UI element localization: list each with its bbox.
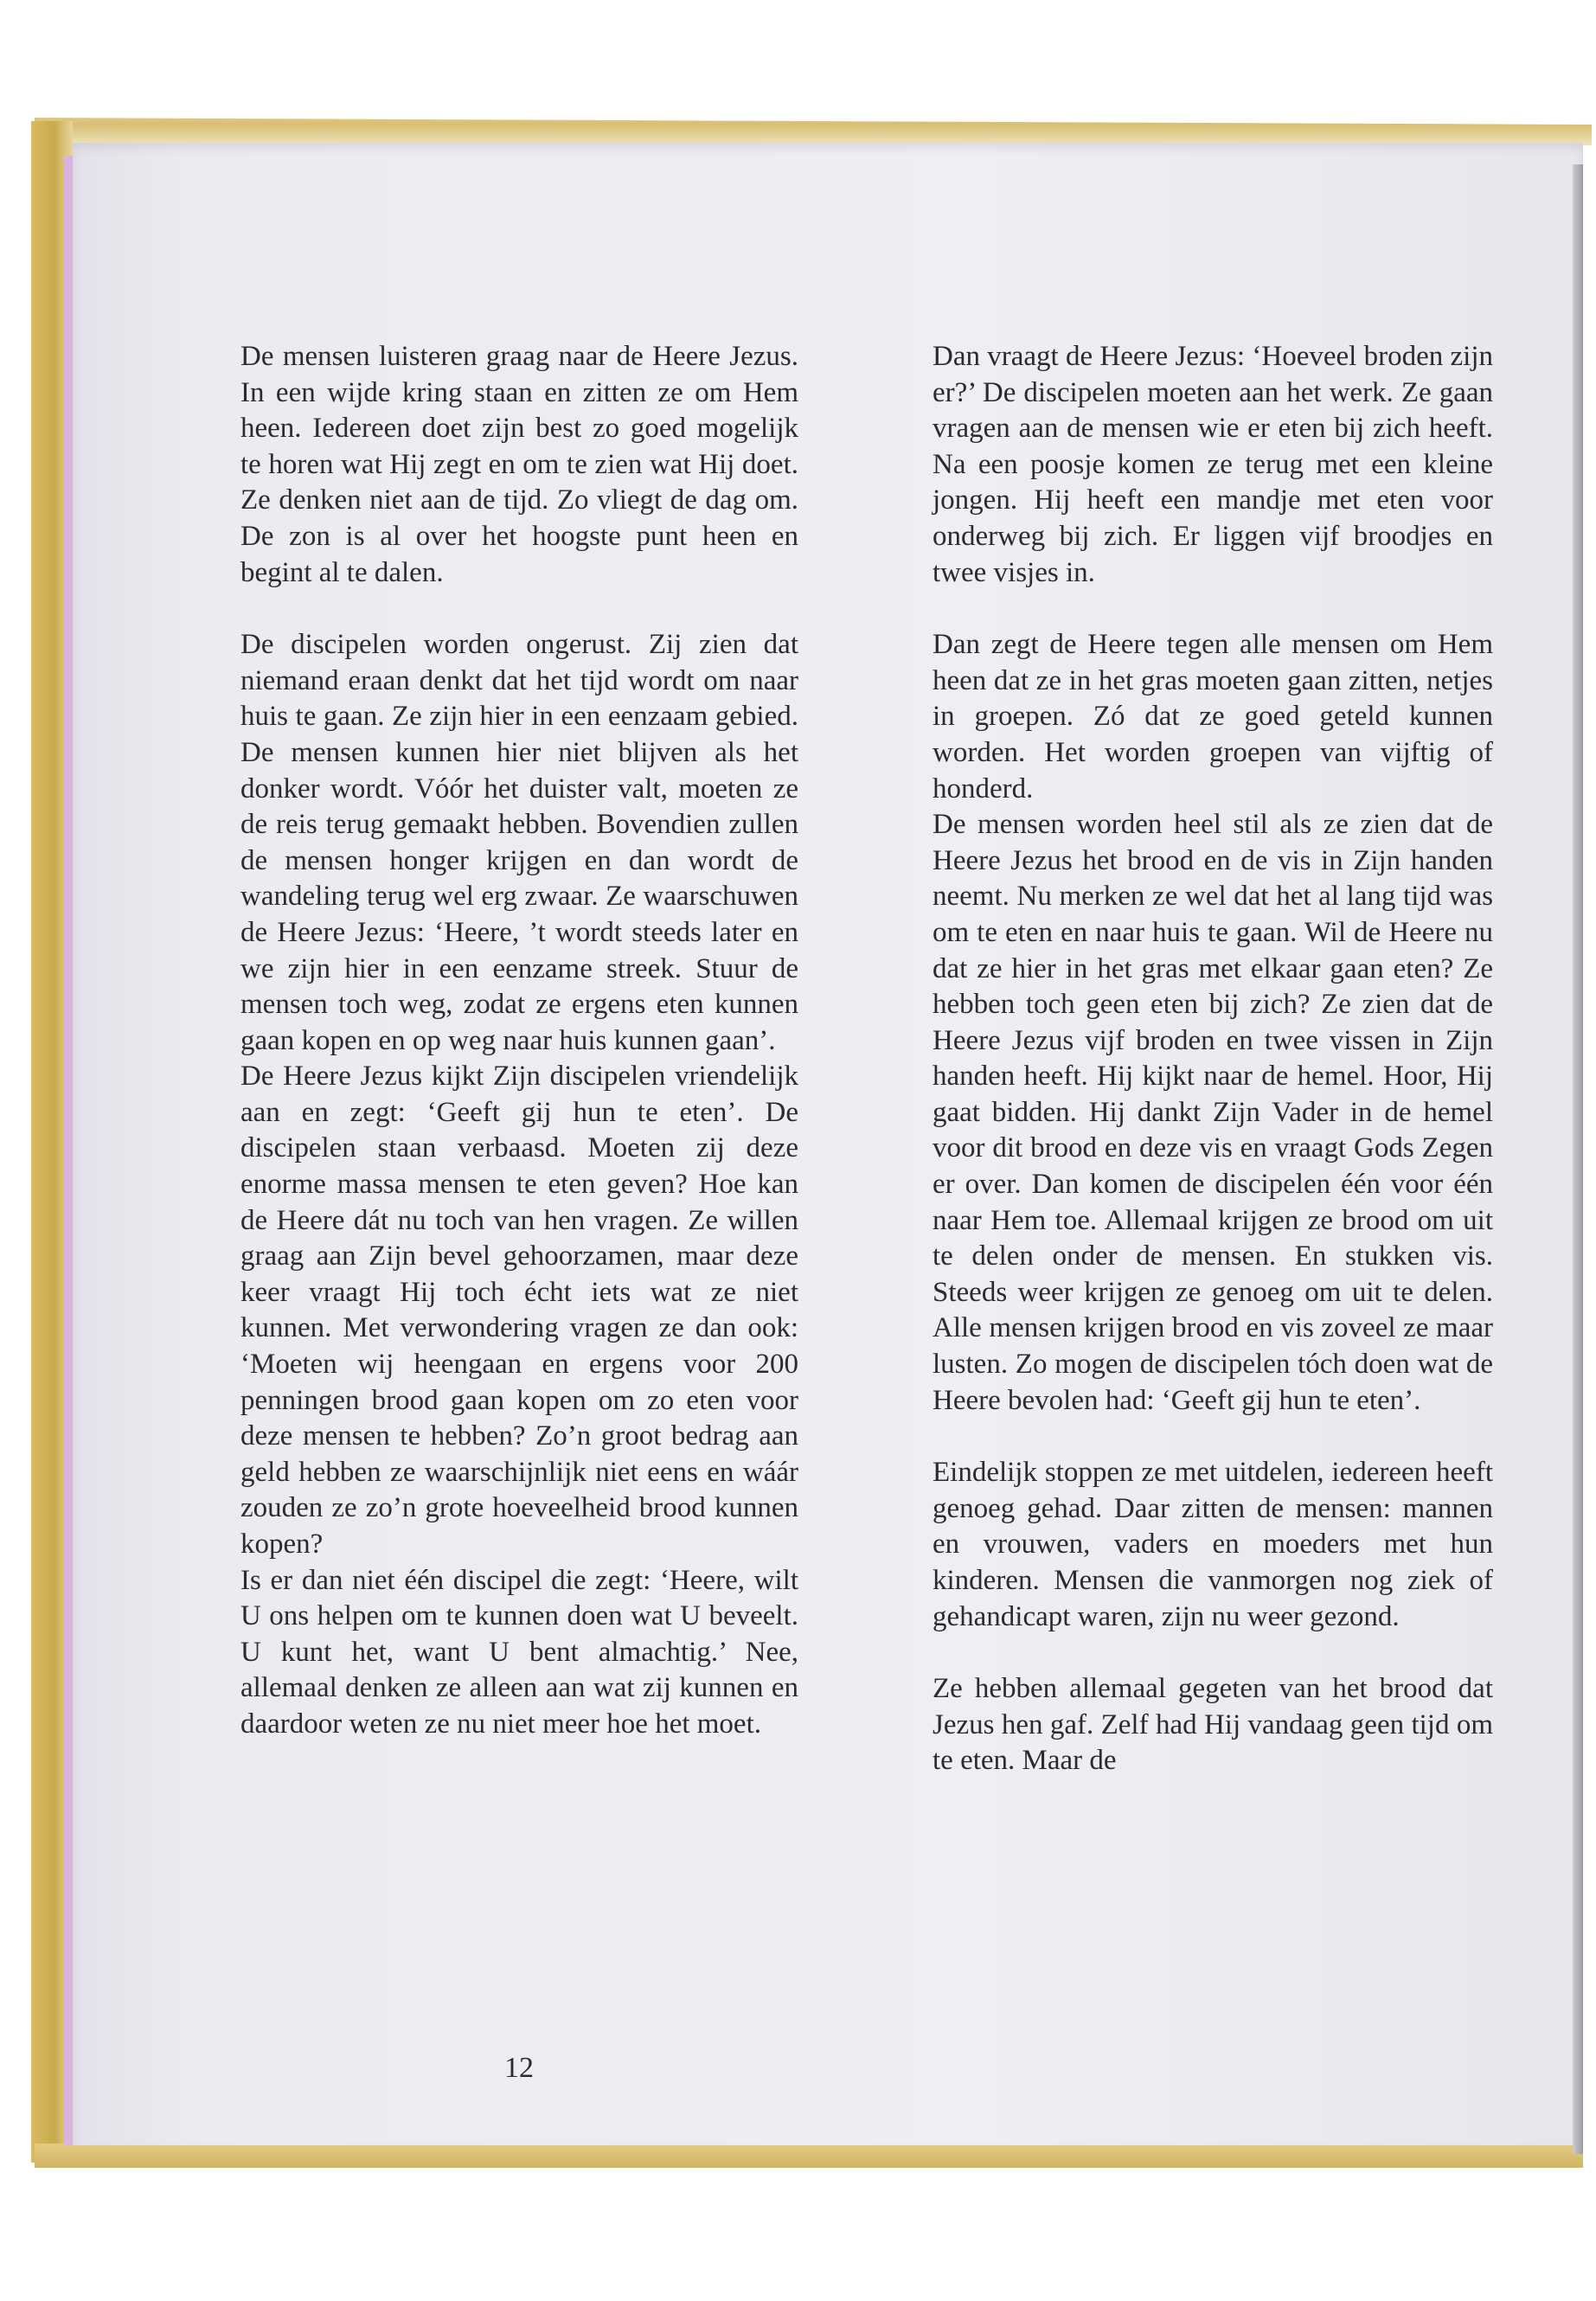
paragraph: Ze hebben allemaal gegeten van het brood dat Jezus hen gaf. Zelf had Hij vandaag geen tijd om te eten. Maar de [933,1673,1493,1777]
left-text-column [240,339,798,1743]
book-cover-top-edge [35,111,1592,145]
paragraph: De mensen worden heel stil als ze zien dat de Heere Jezus het brood en de vis in Zijn handen neemt. Nu merken ze wel dat het al lang tijd was om te eten en naar huis te gaan. Wil de Heere nu dat ze hier in het gras met elkaar gaan eten? Ze hebben toch geen eten bij zich? Ze zien dat de Heere Jezus vijf broden en twee vissen in Zijn handen heeft. Hij kijkt naar de hemel. Hoor, Hij gaat bidden. Hij dankt Zijn Vader in de hemel voor dit brood en deze vis en vraagt Gods Zegen er over. Dan komen de discipelen één voor één naar Hem toe. Allemaal krijgen ze brood om uit te delen onder de mensen. En stukken vis. Steeds weer krijgen ze genoeg om uit te delen. Alle mensen krijgen brood en vis zoveel ze maar lusten. Zo mogen de discipelen tóch doen wat de Heere bevolen had: ‘Geeft gij hun te eten’. [933,809,1493,1416]
page-right-shadow [1573,164,1583,2154]
paragraph: Dan vraagt de Heere Jezus: ‘Hoeveel broden zijn er?’ De discipelen moeten aan het werk. Ze gaan vragen aan de mensen wie er eten bij zich heeft. Na een poosje komen ze terug met een kleine jongen. Hij heeft een mandje met eten voor onderweg bij zich. Er liggen vijf broodjes en twee visjes in. [933,341,1493,588]
page-number: 12 [504,2052,534,2084]
paragraph: De Heere Jezus kijkt Zijn discipelen vriendelijk aan en zegt: ‘Geeft gij hun te eten’. De discipelen staan verbaasd. Moeten zij deze enorme massa mensen te eten geven? Hoe kan de Heere dát nu toch van hen vragen. Ze willen graag aan Zijn bevel gehoorzamen, maar deze keer vraagt Hij toch écht iets wat ze niet kunnen. Met verwondering vragen ze dan ook: ‘Moeten wij heengaan en ergens voor 200 penningen brood gaan kopen om zo eten voor deze mensen te hebben? Zo’n groot bedrag aan geld hebben ze waarschijnlijk niet eens en wáár zouden ze zo’n grote hoeveelheid brood kunnen kopen? [240,1061,798,1560]
paragraph: Eindelijk stoppen ze met uitdelen, iedereen heeft genoeg gehad. Daar zitten de mensen: mannen en vrouwen, vaders en moeders met hun kinderen. Mensen die vanmorgen nog ziek of gehandicapt waren, zijn nu weer gezond. [933,1457,1493,1632]
page-stack-edge [64,156,73,2145]
paragraph: De discipelen worden ongerust. Zij zien dat niemand eraan denkt dat het tijd wordt om naar huis te gaan. Ze zijn hier in een eenzaam gebied. De mensen kunnen hier niet blijven als het donker wordt. Vóór het duister valt, moeten ze de reis terug gemaakt hebben. Bovendien zullen de mensen honger krijgen en dan wordt de wandeling terug wel erg zwaar. Ze waarschuwen de Heere Jezus: ‘Heere, ’t wordt steeds later en we zijn hier in een eenzame streek. Stuur de mensen toch weg, zodat ze ergens eten kunnen gaan kopen en op weg naar huis kunnen gaan’. [240,629,798,1056]
paragraph: De mensen luisteren graag naar de Heere Jezus. In een wijde kring staan en zitten ze om Hem heen. Iedereen doet zijn best zo goed mogelijk te horen wat Hij zegt en om te zien wat Hij doet. Ze denken niet aan de tijd. Zo vliegt de dag om. De zon is al over het hoogste punt heen en begint al te dalen. [240,341,798,588]
right-text-column [933,339,1493,1779]
paragraph: Dan zegt de Heere tegen alle mensen om Hem heen dat ze in het gras moeten gaan zitten, netjes in groepen. Zó dat ze goed geteld kunnen worden. Het worden groepen van vijftig of honderd. [933,629,1493,804]
book-cover-bottom-edge [35,2144,1583,2168]
paragraph: Is er dan niet één discipel die zegt: ‘Heere, wilt U ons helpen om te kunnen doen wat U beveelt. U kunt het, want U bent almachtig.’ Nee, allemaal denken ze alleen aan wat zij kunnen en daardoor weten ze nu niet meer hoe het moet. [240,1564,798,1740]
